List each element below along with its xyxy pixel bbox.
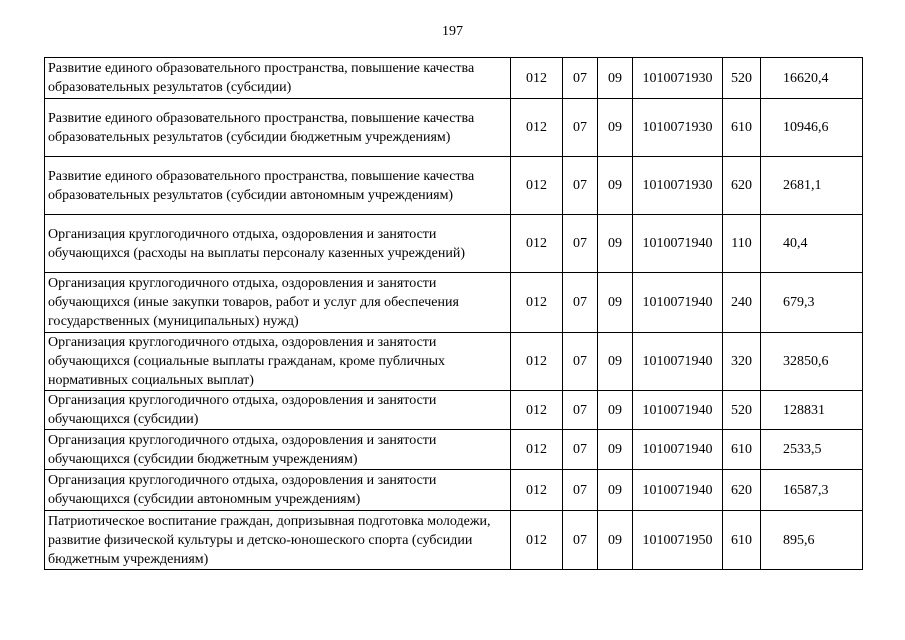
row-subsection: 09	[598, 470, 633, 511]
row-ministry: 012	[511, 215, 563, 273]
row-subsection: 09	[598, 99, 633, 157]
row-name: Организация круглогодичного отдыха, оздоровления и занятости обучающихся (субсидии автономным учреждениям)	[45, 470, 511, 511]
row-subsection: 09	[598, 333, 633, 391]
row-target: 1010071930	[633, 58, 723, 99]
row-name: Организация круглогодичного отдыха, оздоровления и занятости обучающихся (расходы на выплаты персоналу казенных учреждений)	[45, 215, 511, 273]
row-ministry: 012	[511, 391, 563, 430]
row-amount: 40,4	[761, 215, 863, 273]
table-row	[45, 430, 863, 470]
table-row	[45, 511, 863, 570]
row-name: Развитие единого образовательного пространства, повышение качества образовательных результатов (субсидии автономным учреждениям)	[45, 157, 511, 215]
row-section: 07	[563, 157, 598, 215]
row-target: 1010071950	[633, 511, 723, 570]
row-ministry: 012	[511, 58, 563, 99]
table-row	[45, 215, 863, 273]
row-subsection: 09	[598, 430, 633, 470]
row-expense-type: 610	[723, 99, 761, 157]
row-amount: 128831	[761, 391, 863, 430]
row-name: Организация круглогодичного отдыха, оздоровления и занятости обучающихся (социальные выплаты гражданам, кроме публичных нормативных социальных выплат)	[45, 333, 511, 391]
row-subsection: 09	[598, 391, 633, 430]
row-name: Развитие единого образовательного пространства, повышение качества образовательных результатов (субсидии бюджетным учреждениям)	[45, 99, 511, 157]
row-amount: 2681,1	[761, 157, 863, 215]
row-section: 07	[563, 391, 598, 430]
row-amount: 10946,6	[761, 99, 863, 157]
table-row	[45, 157, 863, 215]
budget-table	[44, 57, 863, 570]
row-expense-type: 520	[723, 391, 761, 430]
row-ministry: 012	[511, 430, 563, 470]
row-name: Организация круглогодичного отдыха, оздоровления и занятости обучающихся (иные закупки товаров, работ и услуг для обеспечения государственных (муниципальных) нужд)	[45, 273, 511, 333]
row-amount: 16587,3	[761, 470, 863, 511]
row-expense-type: 240	[723, 273, 761, 333]
row-expense-type: 520	[723, 58, 761, 99]
row-section: 07	[563, 511, 598, 570]
row-ministry: 012	[511, 273, 563, 333]
row-amount: 2533,5	[761, 430, 863, 470]
row-section: 07	[563, 470, 598, 511]
row-amount: 679,3	[761, 273, 863, 333]
row-subsection: 09	[598, 157, 633, 215]
row-ministry: 012	[511, 157, 563, 215]
row-target: 1010071930	[633, 157, 723, 215]
row-target: 1010071940	[633, 333, 723, 391]
table-body	[45, 58, 863, 570]
row-amount: 895,6	[761, 511, 863, 570]
row-ministry: 012	[511, 470, 563, 511]
table-row	[45, 58, 863, 99]
row-target: 1010071940	[633, 470, 723, 511]
row-name: Организация круглогодичного отдыха, оздоровления и занятости обучающихся (субсидии бюджетным учреждениям)	[45, 430, 511, 470]
row-target: 1010071930	[633, 99, 723, 157]
row-subsection: 09	[598, 215, 633, 273]
row-expense-type: 610	[723, 511, 761, 570]
row-section: 07	[563, 273, 598, 333]
row-section: 07	[563, 430, 598, 470]
row-amount: 16620,4	[761, 58, 863, 99]
row-amount: 32850,6	[761, 333, 863, 391]
row-expense-type: 620	[723, 470, 761, 511]
row-section: 07	[563, 99, 598, 157]
row-section: 07	[563, 333, 598, 391]
row-target: 1010071940	[633, 391, 723, 430]
row-subsection: 09	[598, 511, 633, 570]
row-expense-type: 610	[723, 430, 761, 470]
row-section: 07	[563, 58, 598, 99]
row-target: 1010071940	[633, 430, 723, 470]
table-row	[45, 391, 863, 430]
row-ministry: 012	[511, 333, 563, 391]
row-section: 07	[563, 215, 598, 273]
page-number: 197	[442, 24, 463, 39]
row-name: Организация круглогодичного отдыха, оздоровления и занятости обучающихся (субсидии)	[45, 391, 511, 430]
table-row	[45, 470, 863, 511]
row-subsection: 09	[598, 58, 633, 99]
row-name: Патриотическое воспитание граждан, допризывная подготовка молодежи, развитие физической культуры и детско-юношеского спорта (субсидии бюджетным учреждениям)	[45, 511, 511, 570]
row-expense-type: 620	[723, 157, 761, 215]
row-ministry: 012	[511, 99, 563, 157]
row-subsection: 09	[598, 273, 633, 333]
table-row	[45, 99, 863, 157]
table-row	[45, 273, 863, 333]
row-expense-type: 320	[723, 333, 761, 391]
row-name: Развитие единого образовательного пространства, повышение качества образовательных результатов (субсидии)	[45, 58, 511, 99]
row-ministry: 012	[511, 511, 563, 570]
row-target: 1010071940	[633, 273, 723, 333]
row-expense-type: 110	[723, 215, 761, 273]
table-row	[45, 333, 863, 391]
row-target: 1010071940	[633, 215, 723, 273]
